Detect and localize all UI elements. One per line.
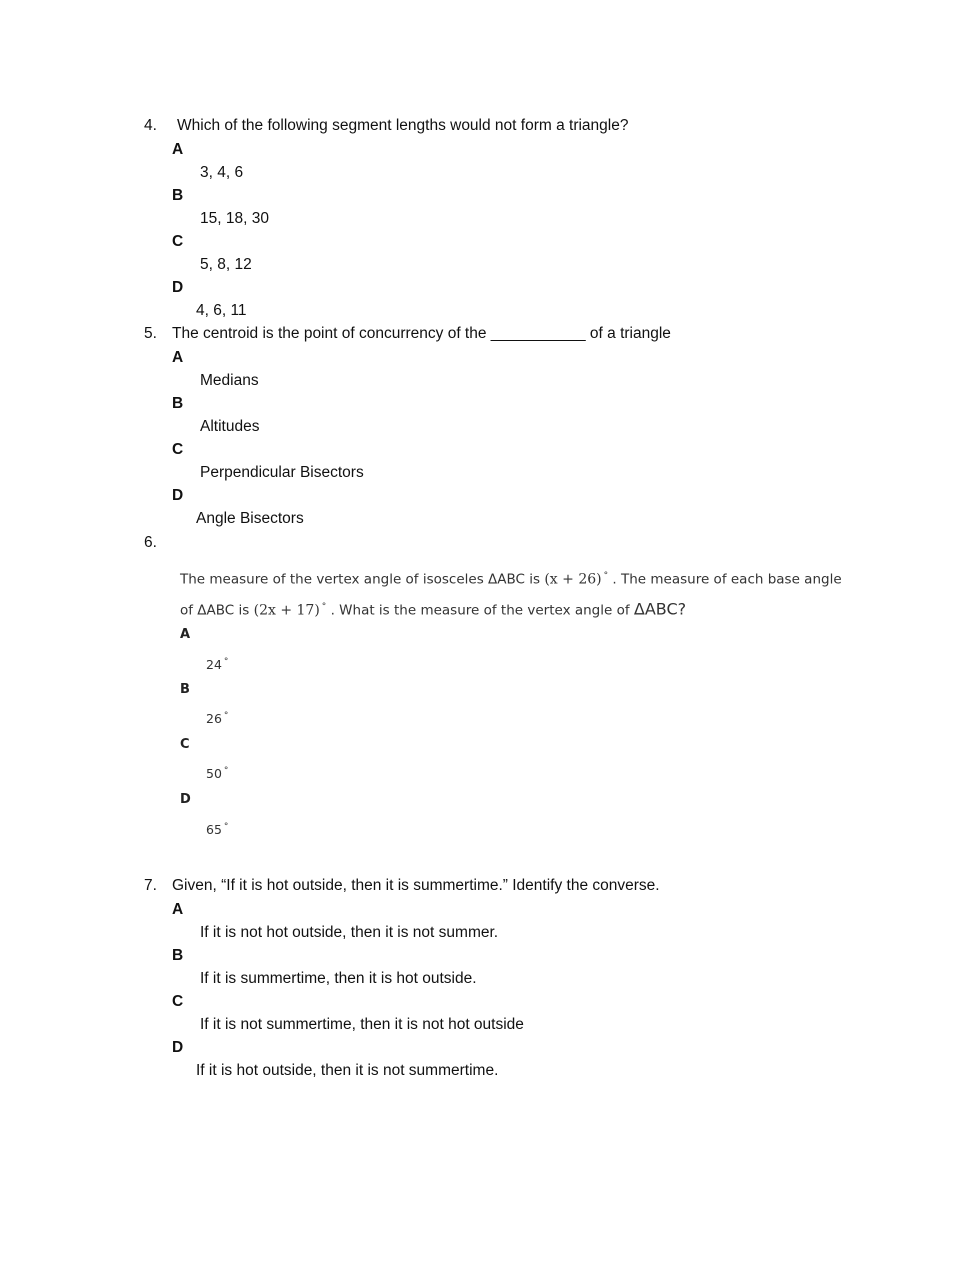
option-letter: D (172, 487, 184, 504)
option-letter: C (172, 233, 184, 250)
option-letter: B (172, 395, 184, 412)
option-text[interactable]: Perpendicular Bisectors (200, 464, 364, 481)
option-letter: D (172, 1039, 184, 1056)
option-text[interactable]: If it is hot outside, then it is not summertime. (196, 1062, 499, 1079)
question-text: . The measure of each base angle (612, 571, 842, 588)
option-text[interactable]: 3, 4, 6 (200, 164, 244, 181)
question-number: 4. (144, 117, 157, 134)
question-text: of ΔABC is (180, 602, 250, 619)
option-letter: A (172, 141, 184, 158)
question-text: Given, “If it is hot outside, then it is summertime.” Identify the converse. (172, 877, 660, 894)
degree-symbol: ° (321, 602, 327, 612)
option-text[interactable]: 50 ° (206, 766, 229, 782)
base-angle-expression: (2x + 17) (253, 602, 320, 619)
question-text: Which of the following segment lengths would not form a triangle? (177, 117, 629, 134)
option-letter: A (172, 901, 184, 918)
option-letter: B (180, 682, 190, 697)
question-text: ΔABC? (633, 599, 687, 619)
option-letter: C (172, 441, 184, 458)
question-text-line-1 (180, 567, 842, 589)
question-number: 6. (144, 534, 157, 551)
option-text[interactable]: 26 ° (206, 711, 229, 727)
option-letter: A (172, 349, 184, 366)
question-text: The measure of the vertex angle of isosceles ΔABC is (180, 571, 541, 588)
option-letter: D (180, 792, 191, 807)
option-text[interactable]: 5, 8, 12 (200, 256, 252, 273)
option-letter: C (172, 993, 184, 1010)
option-text[interactable]: 65 ° (206, 822, 229, 838)
option-text[interactable]: Angle Bisectors (196, 510, 304, 527)
option-text[interactable]: 24 ° (206, 657, 229, 673)
degree-symbol: ° (603, 571, 609, 581)
option-text[interactable]: Medians (200, 372, 259, 389)
option-letter: B (172, 947, 184, 964)
option-letter: B (172, 187, 184, 204)
question-number: 5. (144, 325, 157, 342)
option-text[interactable]: If it is summertime, then it is hot outside. (200, 970, 477, 987)
option-letter: C (180, 737, 190, 752)
question-text: The centroid is the point of concurrency of the ___________ of a triangle (172, 325, 671, 342)
option-text[interactable]: 4, 6, 11 (196, 302, 247, 319)
question-text-line-2 (180, 598, 686, 620)
option-text[interactable]: If it is not hot outside, then it is not summer. (200, 924, 499, 941)
option-text[interactable]: If it is not summertime, then it is not hot outside (200, 1016, 524, 1033)
vertex-angle-expression: (x + 26) (544, 571, 602, 588)
option-text[interactable]: Altitudes (200, 418, 260, 435)
option-letter: D (172, 279, 184, 296)
option-letter: A (180, 627, 191, 642)
question-number: 7. (144, 877, 157, 894)
question-text: . What is the measure of the vertex angle of (330, 602, 630, 619)
option-text[interactable]: 15, 18, 30 (200, 210, 269, 227)
